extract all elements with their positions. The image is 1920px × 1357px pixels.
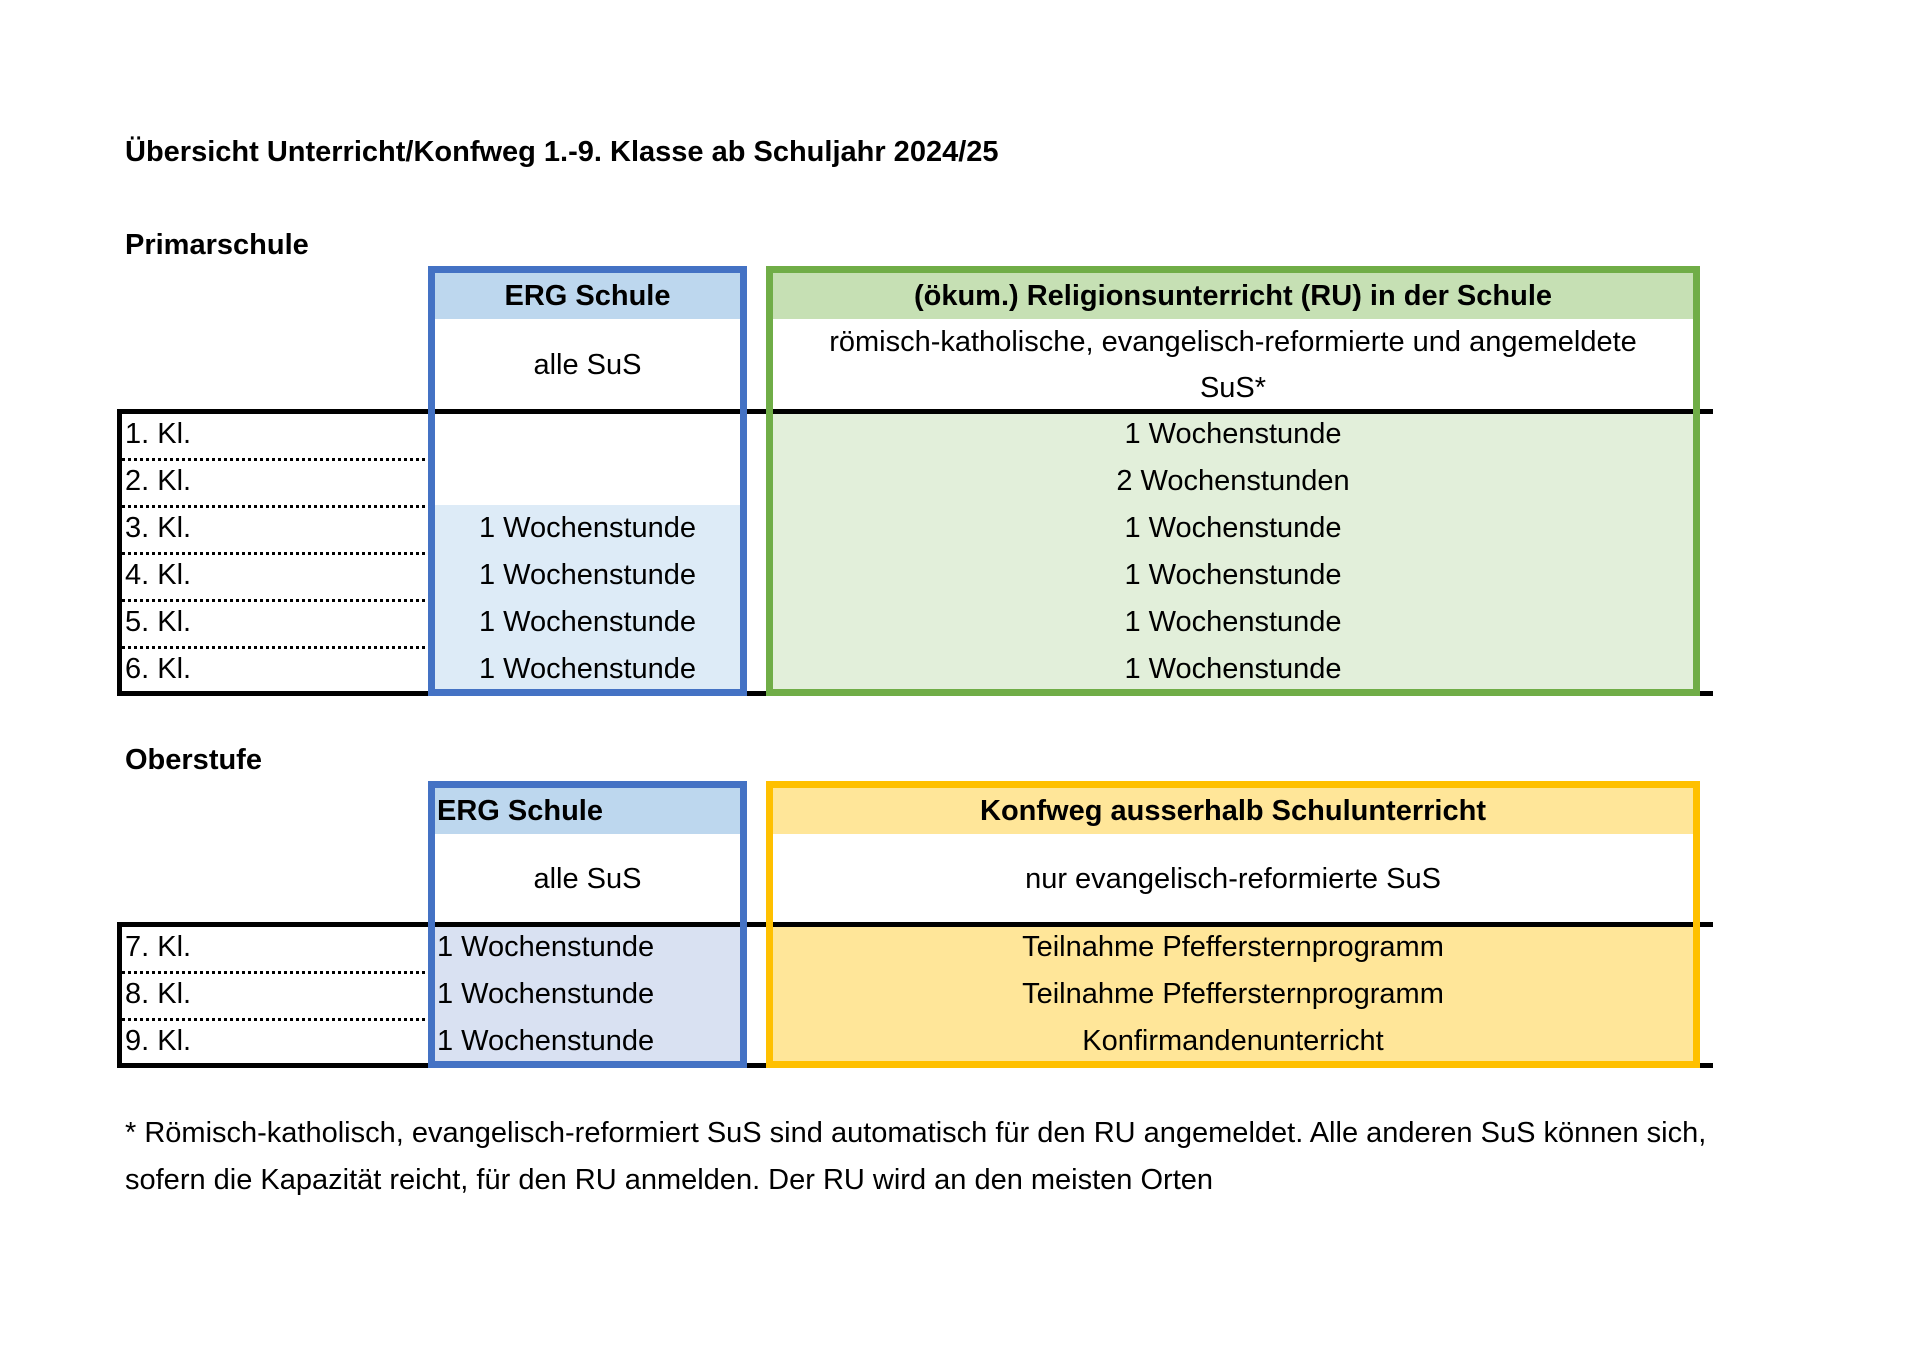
section-label-primarschule: Primarschule [125,229,309,261]
row-klasse-7: 7. Kl. [125,931,192,963]
row-klasse-9: 9. Kl. [125,1025,192,1057]
row-erg-6: 1 Wochenstunde [478,653,697,685]
row-erg-7: 1 Wochenstunde [437,931,655,963]
row-konfweg-9: Konfirmandenunterricht [1082,1025,1384,1057]
row-klasse-2: 2. Kl. [125,465,192,497]
row-erg-9: 1 Wochenstunde [437,1025,655,1057]
row-erg-5: 1 Wochenstunde [478,606,697,638]
erg-subheader-oberstufe: alle SuS [533,863,642,895]
erg-subheader: alle SuS [533,349,642,381]
table-top-rule [117,409,1713,414]
konfweg-subheader: nur evangelisch-reformierte SuS [1025,863,1441,895]
ru-subheader-line2: SuS* [1199,372,1267,404]
row-divider [122,458,425,461]
row-divider [122,646,425,649]
row-klasse-3: 3. Kl. [125,512,192,544]
row-klasse-8: 8. Kl. [125,978,192,1010]
table-bottom-rule [117,691,1713,696]
row-divider [122,971,425,974]
erg-header: ERG Schule [435,273,740,319]
konfweg-header: Konfweg ausserhalb Schulunterricht [773,788,1693,834]
table-left-rule-oberstufe [117,922,122,1068]
row-divider [122,1018,425,1021]
row-klasse-6: 6. Kl. [125,653,192,685]
row-erg-8: 1 Wochenstunde [437,978,655,1010]
row-ru-1: 1 Wochenstunde [1124,418,1342,450]
row-ru-3: 1 Wochenstunde [1124,512,1342,544]
erg-header-oberstufe: ERG Schule [435,788,740,834]
row-erg-3: 1 Wochenstunde [478,512,697,544]
row-divider [122,552,425,555]
row-divider [122,599,425,602]
ru-subheader-line1: römisch-katholische, evangelisch-reformierte und angemeldete [829,326,1637,358]
row-klasse-5: 5. Kl. [125,606,192,638]
row-ru-5: 1 Wochenstunde [1124,606,1342,638]
row-klasse-1: 1. Kl. [125,418,192,450]
ru-header: (ökum.) Religionsunterricht (RU) in der Schule [773,273,1693,319]
row-klasse-4: 4. Kl. [125,559,192,591]
page-title: Übersicht Unterricht/Konfweg 1.-9. Klasse ab Schuljahr 2024/25 [125,136,999,168]
row-divider [122,505,425,508]
row-konfweg-8: Teilnahme Pfeffersternprogramm [1022,978,1444,1010]
row-ru-2: 2 Wochenstunden [1116,465,1350,497]
footnote: * Römisch-katholisch, evangelisch-reformiert SuS sind automatisch für den RU angemeldet. Alle anderen SuS können sich, sofern die Kapazität reicht, für den RU anmelden. Der RU wird an den meisten Orten [125,1117,1707,1196]
row-konfweg-7: Teilnahme Pfeffersternprogramm [1022,931,1444,963]
table-bottom-rule-oberstufe [117,1063,1713,1068]
table-top-rule-oberstufe [117,922,1713,927]
row-ru-6: 1 Wochenstunde [1124,653,1342,685]
row-ru-4: 1 Wochenstunde [1124,559,1342,591]
section-label-oberstufe: Oberstufe [125,744,262,776]
row-erg-4: 1 Wochenstunde [478,559,697,591]
